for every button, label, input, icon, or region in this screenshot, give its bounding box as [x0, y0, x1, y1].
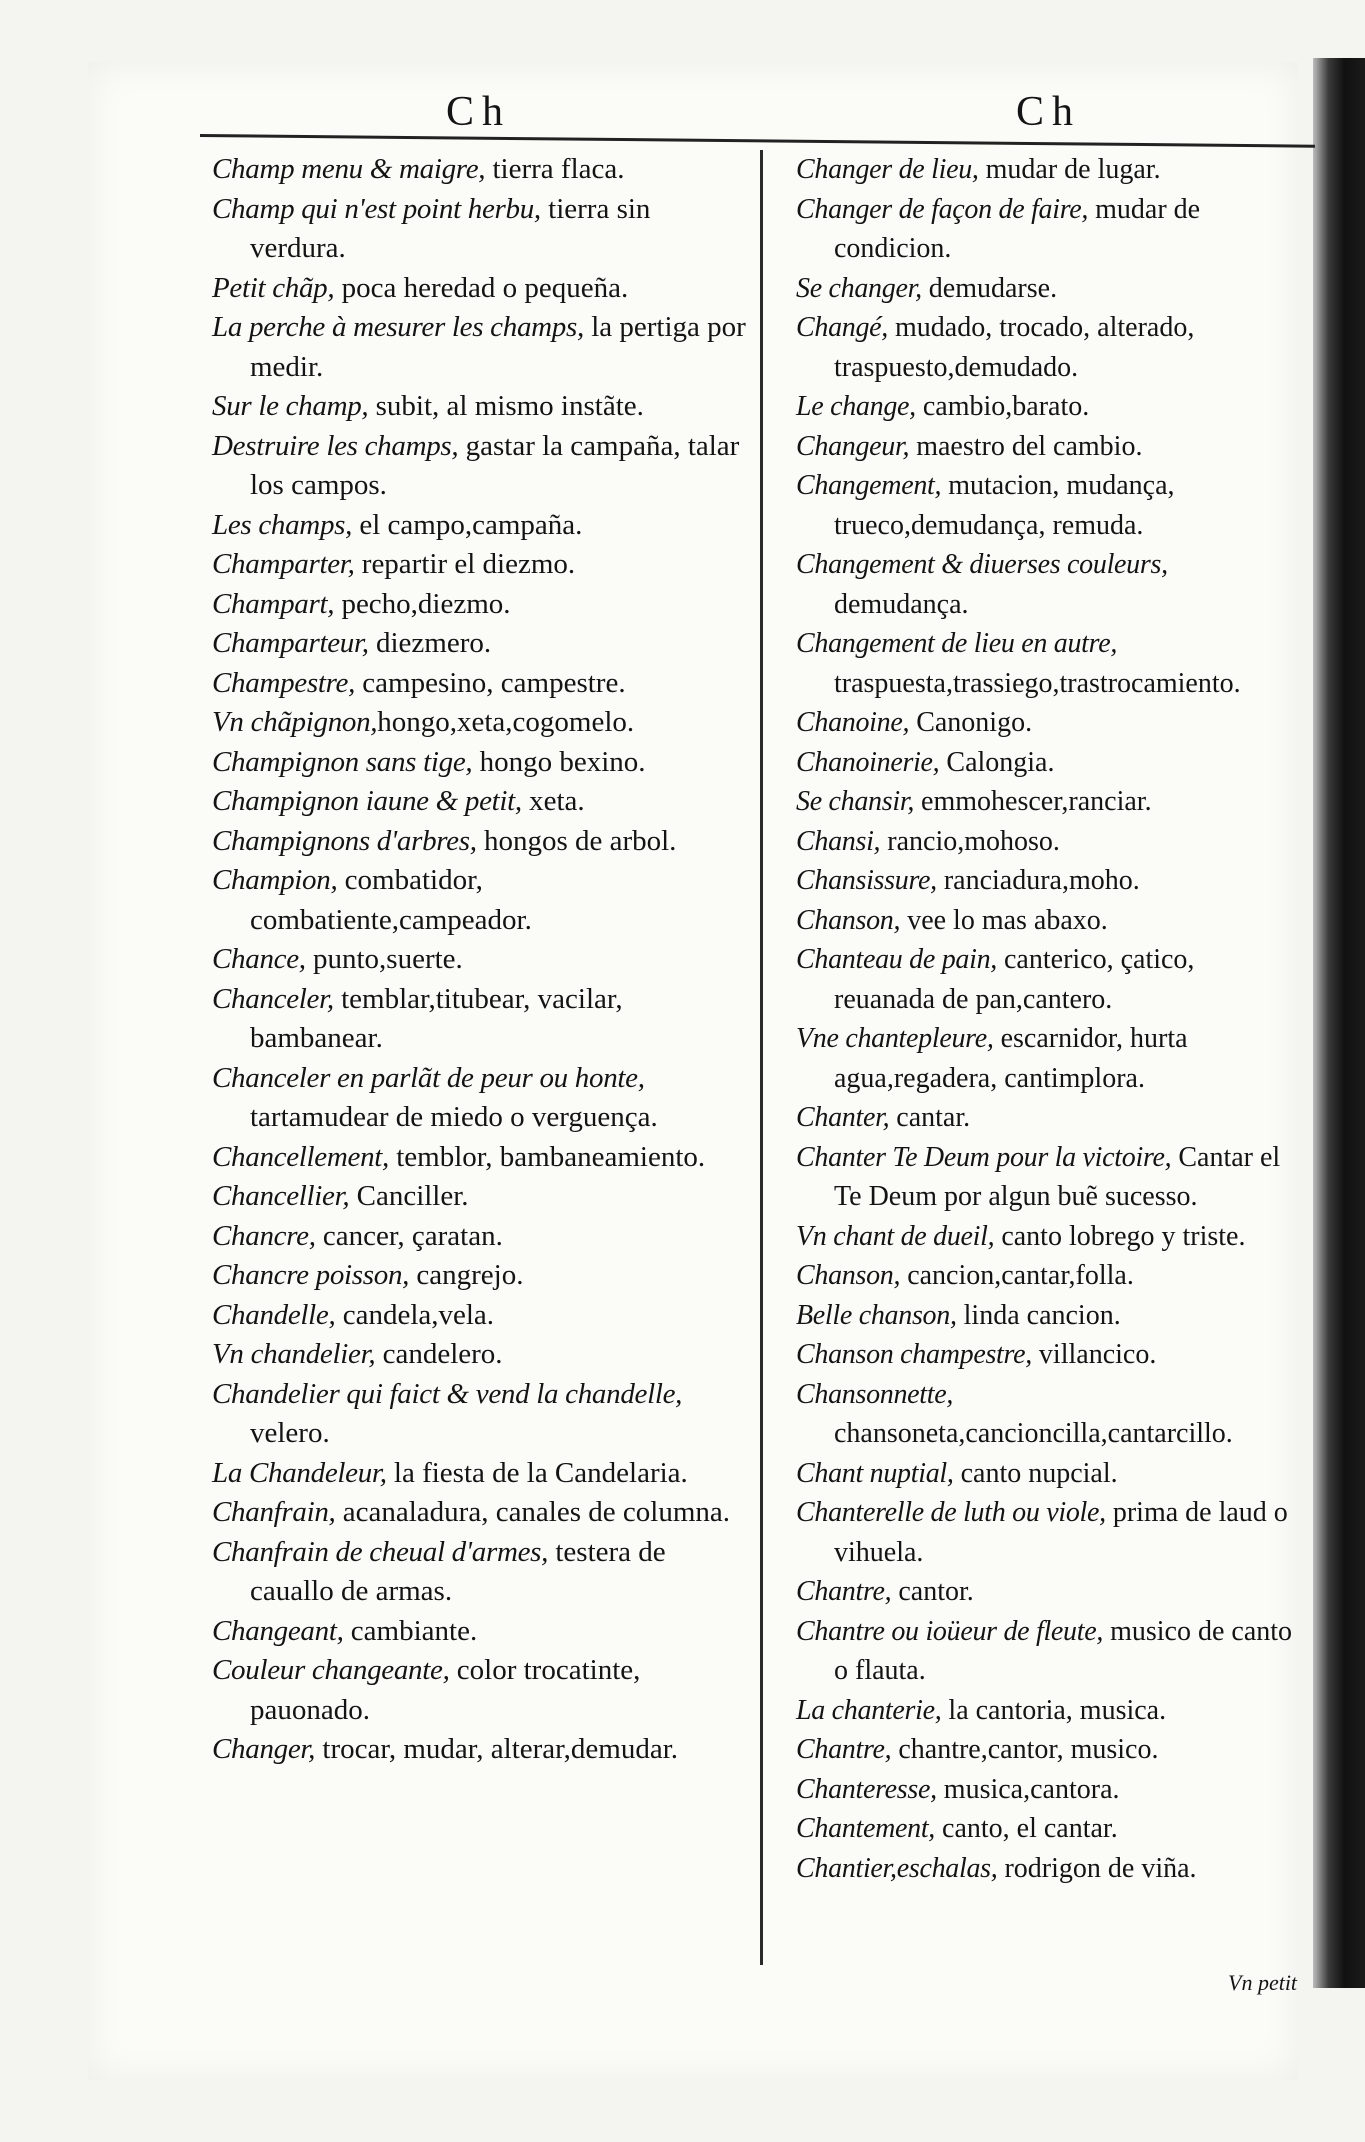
left-column [212, 150, 752, 1770]
dictionary-entry [796, 1730, 1301, 1770]
entry-definition: emmohescer,ranciar. [914, 786, 1152, 817]
dictionary-entry [796, 427, 1301, 467]
entry-headword: Chanson, [796, 1260, 901, 1291]
entry-definition: musico de canto o flauta. [834, 1615, 1293, 1686]
entry-definition: rancio,mohoso. [880, 825, 1060, 857]
dictionary-entry [796, 1454, 1301, 1494]
running-head-right: Ch [1016, 89, 1082, 135]
entry-headword: Chant nuptial, [796, 1457, 954, 1489]
dictionary-entry [796, 1849, 1301, 1889]
entry-headword: Champignons d'arbres, [212, 824, 477, 857]
dictionary-entry [212, 1730, 752, 1770]
entry-definition: combatidor, combatiente,campeador. [250, 864, 532, 936]
dictionary-entry [212, 308, 752, 387]
entry-definition: Canonigo. [909, 707, 1033, 738]
entry-definition: Calongia. [939, 746, 1055, 778]
entry-headword: Chantre ou ioüeur de fleute, [796, 1615, 1104, 1647]
entry-headword: Changement de lieu en autre, [796, 628, 1118, 659]
entry-definition: hongos de arbol. [476, 824, 677, 857]
entry-definition: tartamudear de miedo o verguença. [250, 1101, 658, 1133]
entry-definition: musica,cantora. [936, 1773, 1120, 1805]
dictionary-entry [796, 1296, 1301, 1336]
dictionary-entry [796, 1770, 1301, 1810]
entry-definition: gastar la campaña, talar los campos. [250, 429, 740, 501]
entry-headword: Chanteau de pain, [796, 944, 997, 975]
entry-definition: repartir el diezmo. [354, 548, 576, 580]
dictionary-entry [796, 190, 1301, 269]
entry-definition: traspuesta,trassiego,trastrocamiento. [834, 667, 1241, 699]
entry-definition: hongo,xeta,cogomelo. [377, 706, 635, 738]
entry-definition: canto, el cantar. [935, 1813, 1118, 1844]
dictionary-entry [796, 1572, 1301, 1612]
entry-headword: Champart, [212, 587, 335, 620]
entry-definition: cangrejo. [409, 1259, 524, 1291]
book-spine-shadow [1313, 58, 1365, 1988]
entry-definition: campesino, campestre. [355, 666, 626, 699]
entry-headword: Chanfrain de cheual d'armes, [212, 1535, 549, 1568]
entry-definition: maestro del cambio. [909, 430, 1143, 462]
entry-definition: temblar,titubear, vacilar, bambanear. [250, 982, 623, 1054]
entry-headword: Chanteresse, [796, 1773, 937, 1805]
entry-definition: chantre,cantor, musico. [891, 1734, 1159, 1765]
entry-definition: tierra flaca. [485, 153, 625, 185]
entry-headword: Champignon iaune & petit, [212, 785, 522, 817]
entry-definition: chansoneta,cancioncilla,cantarcillo. [834, 1418, 1233, 1449]
entry-definition: linda cancion. [956, 1299, 1121, 1331]
entry-definition: acanaladura, canales de columna. [335, 1496, 731, 1528]
dictionary-entry [212, 940, 752, 980]
entry-definition: punto,suerte. [305, 943, 463, 975]
entry-headword: Chanceler, [212, 982, 334, 1015]
dictionary-entry [796, 861, 1301, 901]
dictionary-entry [212, 1217, 752, 1257]
entry-headword: Champestre, [212, 666, 356, 699]
entry-headword: Chanfrain, [212, 1496, 336, 1528]
catchword: Vn petit [1228, 1970, 1298, 1995]
entry-definition: hongo bexino. [472, 745, 646, 778]
entry-headword: Changeant, [212, 1614, 344, 1647]
entry-definition: prima de laud o vihuela. [834, 1497, 1288, 1568]
dictionary-entry [796, 1375, 1301, 1454]
entry-headword: Chanceler en parlãt de peur ou honte, [212, 1061, 645, 1094]
entry-headword: Chanson champestre, [796, 1339, 1032, 1370]
entry-definition: poca heredad o pequeña. [334, 271, 629, 304]
dictionary-entry [212, 1177, 752, 1217]
entry-definition: el campo,campaña. [352, 508, 583, 541]
entry-headword: La chanterie, [796, 1694, 942, 1726]
right-column [796, 150, 1301, 1888]
entry-headword: Les champs, [212, 508, 353, 541]
dictionary-entry [212, 190, 752, 269]
entry-definition: mudar de condicion. [834, 193, 1201, 264]
entry-definition: candela,vela. [335, 1298, 495, 1331]
entry-definition: cancion,cantar,folla. [900, 1260, 1134, 1291]
entry-headword: Changeur, [796, 430, 910, 462]
dictionary-entry [212, 269, 752, 309]
entry-headword: Chancellier, [212, 1180, 350, 1212]
dictionary-entry [212, 782, 752, 822]
entry-headword: Chance, [212, 943, 306, 975]
dictionary-entry [212, 743, 752, 783]
entry-headword: Vn chant de dueil, [796, 1220, 995, 1252]
dictionary-entry [796, 150, 1301, 190]
entry-headword: Chancre poisson, [212, 1259, 410, 1291]
entry-definition: cantor. [891, 1576, 974, 1607]
entry-definition: candelero. [375, 1338, 503, 1370]
entry-headword: Chansissure, [796, 865, 937, 896]
entry-headword: Chanter Te Deum pour la victoire, [796, 1141, 1172, 1173]
dictionary-entry [212, 861, 752, 940]
entry-definition: tierra sin verdura. [250, 192, 651, 264]
entry-headword: Vn chandelier, [212, 1338, 376, 1370]
entry-definition: cambiante. [343, 1614, 478, 1647]
entry-definition: demudança. [834, 588, 969, 620]
dictionary-entry [212, 1059, 752, 1138]
dictionary-entry [212, 1612, 752, 1652]
dictionary-entry [796, 387, 1301, 427]
dictionary-entry [212, 1493, 752, 1533]
dictionary-entry [796, 703, 1301, 743]
dictionary-entry [212, 1296, 752, 1336]
entry-definition: ranciadura,moho. [936, 865, 1140, 896]
dictionary-entry [796, 1217, 1301, 1257]
dictionary-entry [796, 1691, 1301, 1731]
entry-definition: mudado, trocado, alterado, traspuesto,demudado. [834, 312, 1195, 383]
dictionary-entry [212, 1256, 752, 1296]
dictionary-entry [796, 466, 1301, 545]
dictionary-entry [796, 901, 1301, 941]
entry-headword: Changer de façon de faire, [796, 193, 1089, 225]
entry-headword: Chantement, [796, 1813, 936, 1844]
entry-headword: Chantier,eschalas, [796, 1852, 998, 1884]
entry-headword: Se changer, [796, 272, 922, 304]
entry-headword: Changement, [796, 470, 942, 501]
entry-headword: Chandelier qui faict & vend la chandelle, [212, 1377, 683, 1410]
entry-headword: Chanson, [796, 904, 901, 936]
entry-headword: Champ menu & maigre, [212, 153, 486, 185]
entry-definition: testera de cauallo de armas. [250, 1535, 666, 1607]
entry-definition: villancico. [1031, 1339, 1157, 1370]
entry-headword: Belle chanson, [796, 1299, 957, 1331]
entry-headword: Changer de lieu, [796, 154, 979, 185]
entry-headword: Le change, [796, 391, 916, 422]
entry-headword: Sur le champ, [212, 390, 369, 422]
running-head-left: Ch [446, 89, 512, 135]
entry-headword: Champion, [212, 864, 338, 896]
entry-definition: subit, al mismo instãte. [368, 390, 644, 422]
dictionary-entry [796, 1138, 1301, 1217]
entry-definition: vee lo mas abaxo. [900, 904, 1108, 936]
dictionary-entry [796, 743, 1301, 783]
entry-headword: La Chandeleur, [212, 1456, 387, 1489]
entry-headword: Chanoinerie, [796, 746, 940, 778]
dictionary-entry [212, 506, 752, 546]
dictionary-entry [796, 269, 1301, 309]
entry-definition: demudarse. [921, 272, 1058, 304]
dictionary-entry [796, 1256, 1301, 1296]
dictionary-entry [212, 427, 752, 506]
entry-headword: Champarteur, [212, 627, 369, 659]
entry-headword: Chantre, [796, 1576, 892, 1607]
entry-headword: Chanter, [796, 1102, 890, 1133]
dictionary-entry [212, 1651, 752, 1730]
dictionary-entry [796, 940, 1301, 1019]
entry-definition: rodrigon de viña. [997, 1852, 1197, 1884]
entry-headword: Chansi, [796, 825, 881, 857]
entry-headword: Couleur changeante, [212, 1654, 450, 1686]
entry-definition: la cantoria, musica. [941, 1694, 1167, 1726]
entry-headword: Petit chãp, [212, 271, 335, 304]
entry-definition: canto nupcial. [953, 1457, 1118, 1489]
entry-headword: Chanterelle de luth ou viole, [796, 1497, 1106, 1528]
entry-definition: Cantar el Te Deum por algun buẽ sucesso. [834, 1141, 1281, 1212]
dictionary-entry [212, 150, 752, 190]
dictionary-entry [796, 1098, 1301, 1138]
entry-headword: Vne chantepleure, [796, 1023, 994, 1054]
dictionary-entry [212, 1375, 752, 1454]
dictionary-entry [796, 624, 1301, 703]
dictionary-entry [212, 1335, 752, 1375]
dictionary-entry [212, 980, 752, 1059]
dictionary-entry [212, 822, 752, 862]
dictionary-entry [796, 545, 1301, 624]
entry-definition: la fiesta de la Candelaria. [386, 1456, 688, 1489]
entry-headword: Chantre, [796, 1734, 892, 1765]
dictionary-entry [796, 1612, 1301, 1691]
dictionary-entry [212, 1454, 752, 1494]
dictionary-entry [212, 387, 752, 427]
dictionary-entry [212, 703, 752, 743]
entry-definition: velero. [250, 1417, 330, 1449]
dictionary-entry [212, 1533, 752, 1612]
dictionary-entry [212, 664, 752, 704]
entry-headword: Champ qui n'est point herbu, [212, 192, 541, 225]
entry-definition: la pertiga por medir. [250, 311, 746, 383]
dictionary-entry [212, 624, 752, 664]
dictionary-entry [212, 545, 752, 585]
dictionary-entry [212, 585, 752, 625]
entry-headword: Destruire les champs, [212, 429, 459, 462]
entry-definition: canterico, çatico, reuanada de pan,cantero. [834, 944, 1195, 1015]
entry-definition: cancer, çaratan. [315, 1219, 503, 1252]
entry-headword: Chanoine, [796, 707, 910, 738]
dictionary-entry [796, 822, 1301, 862]
entry-headword: Changement & diuerses couleurs, [796, 549, 1168, 580]
entry-definition: canto lobrego y triste. [994, 1220, 1246, 1252]
entry-definition: mudar de lugar. [978, 154, 1161, 185]
entry-definition: cambio,barato. [915, 391, 1090, 422]
dictionary-entry [796, 1493, 1301, 1572]
entry-definition: Canciller. [349, 1180, 469, 1212]
entry-definition: diezmero. [368, 627, 492, 659]
entry-headword: Chancellement, [212, 1140, 389, 1173]
entry-headword: Changer, [212, 1733, 316, 1765]
entry-headword: Chansonnette, [796, 1378, 954, 1410]
dictionary-entry [796, 308, 1301, 387]
dictionary-entry [796, 1335, 1301, 1375]
dictionary-entry [796, 1809, 1301, 1849]
entry-definition: xeta. [521, 785, 585, 817]
entry-headword: Champarter, [212, 548, 355, 580]
entry-headword: Champignon sans tige, [212, 745, 473, 778]
entry-headword: Changé, [796, 312, 889, 343]
dictionary-entry [796, 782, 1301, 822]
column-divider [760, 150, 763, 1965]
entry-definition: mutacion, mudança, trueco,demudança, remuda. [834, 470, 1175, 541]
entry-definition: trocar, mudar, alterar,demudar. [315, 1733, 679, 1765]
entry-headword: Vn chãpignon, [212, 706, 378, 738]
entry-definition: temblor, bambaneamiento. [389, 1140, 706, 1173]
dictionary-entry [212, 1138, 752, 1178]
dictionary-entry [796, 1019, 1301, 1098]
entry-definition: escarnidor, hurta agua,regadera, cantimplora. [834, 1023, 1188, 1094]
entry-definition: color trocatinte, pauonado. [250, 1654, 641, 1726]
entry-headword: Se chansir, [796, 786, 915, 817]
entry-definition: cantar. [889, 1102, 971, 1133]
entry-headword: Chancre, [212, 1219, 316, 1252]
entry-headword: La perche à mesurer les champs, [212, 311, 584, 343]
entry-definition: pecho,diezmo. [334, 587, 511, 620]
entry-headword: Chandelle, [212, 1298, 336, 1331]
